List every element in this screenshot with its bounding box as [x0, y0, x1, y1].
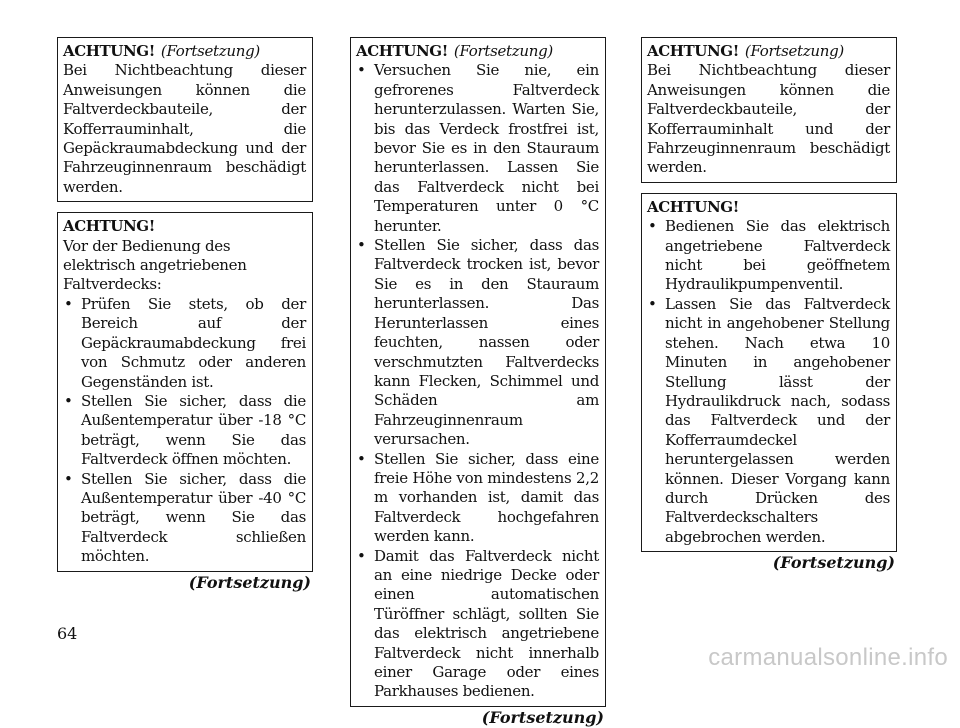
list-item: • Prüfen Sie stets, ob der Bereich auf der Gepäckraumabdeckung frei von Schmutz oder anderen Gegenständen ist.: [63, 295, 306, 392]
warning-box: [641, 37, 897, 183]
warning-box: [57, 37, 313, 202]
warning-bullet-list: [356, 61, 599, 701]
list-item: • Lassen Sie das Faltverdeck nicht in angehobener Stellung stehen. Nach etwa 10 Minuten in angehobener Stellung lässt der Hydraulikdruck nach, sodass das Faltverdeck und der Kofferraumdeckel heruntergelassen werden können. Dieser Vorgang kann durch Drücken des Faltverdeckschalters abgebrochen werden.: [647, 295, 890, 547]
list-item: • Stellen Sie sicher, dass das Faltverdeck trocken ist, bevor Sie es in den Stauraum herunterlassen. Das Herunterlassen eines feuchten, nassen oder verschmutzten Faltverdecks kann Flecken, Schimmel und Schäden am Fahrzeuginnenraum verursachen.: [356, 236, 599, 449]
column-2: [350, 37, 606, 728]
list-item: • Bedienen Sie das elektrisch angetriebene Faltverdeck nicht bei geöffnetem Hydraulikpumpenventil.: [647, 217, 890, 295]
list-item: • Stellen Sie sicher, dass eine freie Höhe von mindestens 2,2 m vorhanden ist, damit das Faltverdeck hochgefahren werden kann.: [356, 450, 599, 547]
warning-subtitle: (Fortsetzung): [744, 42, 844, 60]
continued-label: (Fortsetzung): [481, 707, 604, 727]
warning-title: ACHTUNG!: [647, 42, 739, 60]
list-item: • Stellen Sie sicher, dass die Außentemperatur über -40 °C beträgt, wenn Sie das Faltverdeck schließen möchten.: [63, 470, 306, 567]
warning-bullet-list: [647, 217, 890, 547]
column-3: [641, 37, 897, 573]
watermark: carmanualsonline.info: [708, 644, 948, 671]
list-item: • Versuchen Sie nie, ein gefrorenes Faltverdeck herunterzulassen. Warten Sie, bis das Verdeck frostfrei ist, bevor Sie es in den Stauraum herunterlassen. Lassen Sie das Faltverdeck nicht bei Temperaturen unter 0 °C herunter.: [356, 61, 599, 236]
warning-text: Vor der Bedienung des elektrisch angetriebenen Faltverdecks:: [63, 236, 247, 294]
continued-label: (Fortsetzung): [772, 553, 895, 573]
warning-box: [641, 193, 897, 552]
warning-box: [350, 37, 606, 707]
warning-bullet-list: [63, 295, 306, 567]
warning-subtitle: (Fortsetzung): [160, 42, 260, 60]
warning-title: ACHTUNG!: [356, 42, 448, 60]
list-item: • Stellen Sie sicher, dass die Außentemperatur über -18 °C beträgt, wenn Sie das Faltverdeck öffnen möchten.: [63, 392, 306, 470]
warning-text: Bei Nichtbeachtung dieser Anweisungen können die Faltverdeckbauteile, der Kofferrauminhalt und der Fahrzeuginnenraum beschädigt werden.: [647, 61, 890, 177]
column-1: [57, 37, 313, 593]
warning-box: [57, 212, 313, 571]
warning-title: ACHTUNG!: [63, 42, 155, 60]
warning-text: Bei Nichtbeachtung dieser Anweisungen können die Faltverdeckbauteile, der Kofferrauminhalt, die Gepäckraumabdeckung und der Fahrzeuginnenraum beschädigt werden.: [63, 61, 306, 196]
list-item: • Damit das Faltverdeck nicht an eine niedrige Decke oder einen automatischen Türöffner schlägt, sollten Sie das elektrisch angetriebene Faltverdeck nicht innerhalb einer Garage oder eines Parkhauses bedienen.: [356, 547, 599, 702]
warning-title: ACHTUNG!: [63, 217, 155, 236]
page-number: 64: [57, 624, 78, 643]
warning-title: ACHTUNG!: [647, 197, 739, 216]
warning-subtitle: (Fortsetzung): [453, 42, 553, 60]
continued-label: (Fortsetzung): [188, 572, 311, 592]
